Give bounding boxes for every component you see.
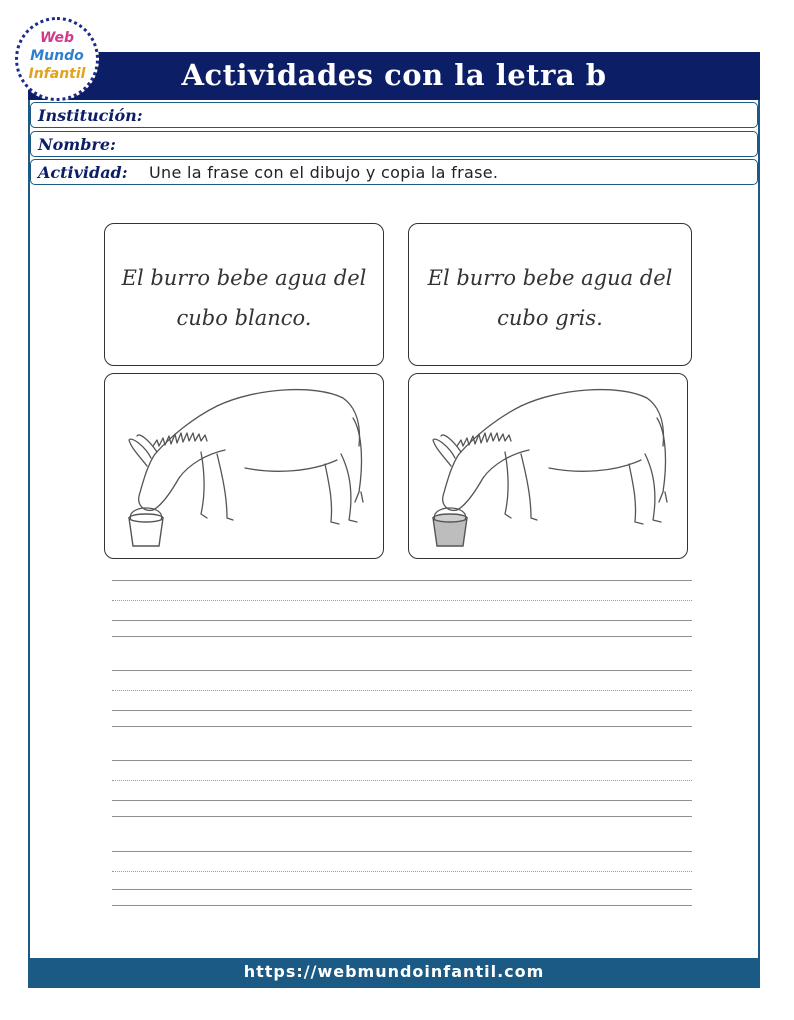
writing-line <box>112 851 692 852</box>
writing-line-dotted <box>112 690 692 691</box>
writing-line <box>112 760 692 761</box>
writing-line <box>112 636 692 637</box>
writing-line <box>112 580 692 581</box>
institucion-field[interactable] <box>30 102 758 128</box>
writing-line <box>112 816 692 817</box>
phrase-text-1: El burro bebe agua del cubo blanco. <box>121 266 367 330</box>
writing-line <box>112 800 692 801</box>
donkey-drinking-white-bucket-icon <box>105 374 385 560</box>
footer-bar <box>28 958 760 988</box>
nombre-label: Nombre: <box>38 135 116 154</box>
writing-line <box>112 710 692 711</box>
logo-line-2: Mundo <box>30 48 84 64</box>
writing-line <box>112 670 692 671</box>
writing-line-dotted <box>112 780 692 781</box>
header-bar <box>28 52 760 100</box>
logo-line-3: Infantil <box>28 66 86 82</box>
phrase-text-2: El burro bebe agua del cubo gris. <box>427 266 673 330</box>
footer-url[interactable]: https://webmundoinfantil.com <box>243 962 545 981</box>
writing-line <box>112 620 692 621</box>
writing-line-dotted <box>112 871 692 872</box>
actividad-label: Actividad: <box>38 163 128 182</box>
web-mundo-infantil-logo <box>15 17 99 101</box>
page-title: Actividades con la letra b <box>181 58 607 92</box>
writing-line <box>112 905 692 906</box>
writing-line <box>112 726 692 727</box>
writing-line <box>112 889 692 890</box>
actividad-field <box>30 159 758 185</box>
nombre-field[interactable] <box>30 131 758 157</box>
phrase-card-1[interactable] <box>104 223 384 366</box>
actividad-instruction: Une la frase con el dibujo y copia la frase. <box>149 163 499 182</box>
institucion-label: Institución: <box>38 106 143 125</box>
writing-line-dotted <box>112 600 692 601</box>
picture-card-1[interactable] <box>104 373 384 559</box>
logo-line-1: Web <box>39 30 75 46</box>
phrase-card-2[interactable] <box>408 223 692 366</box>
picture-card-2[interactable] <box>408 373 688 559</box>
donkey-drinking-gray-bucket-icon <box>409 374 689 560</box>
